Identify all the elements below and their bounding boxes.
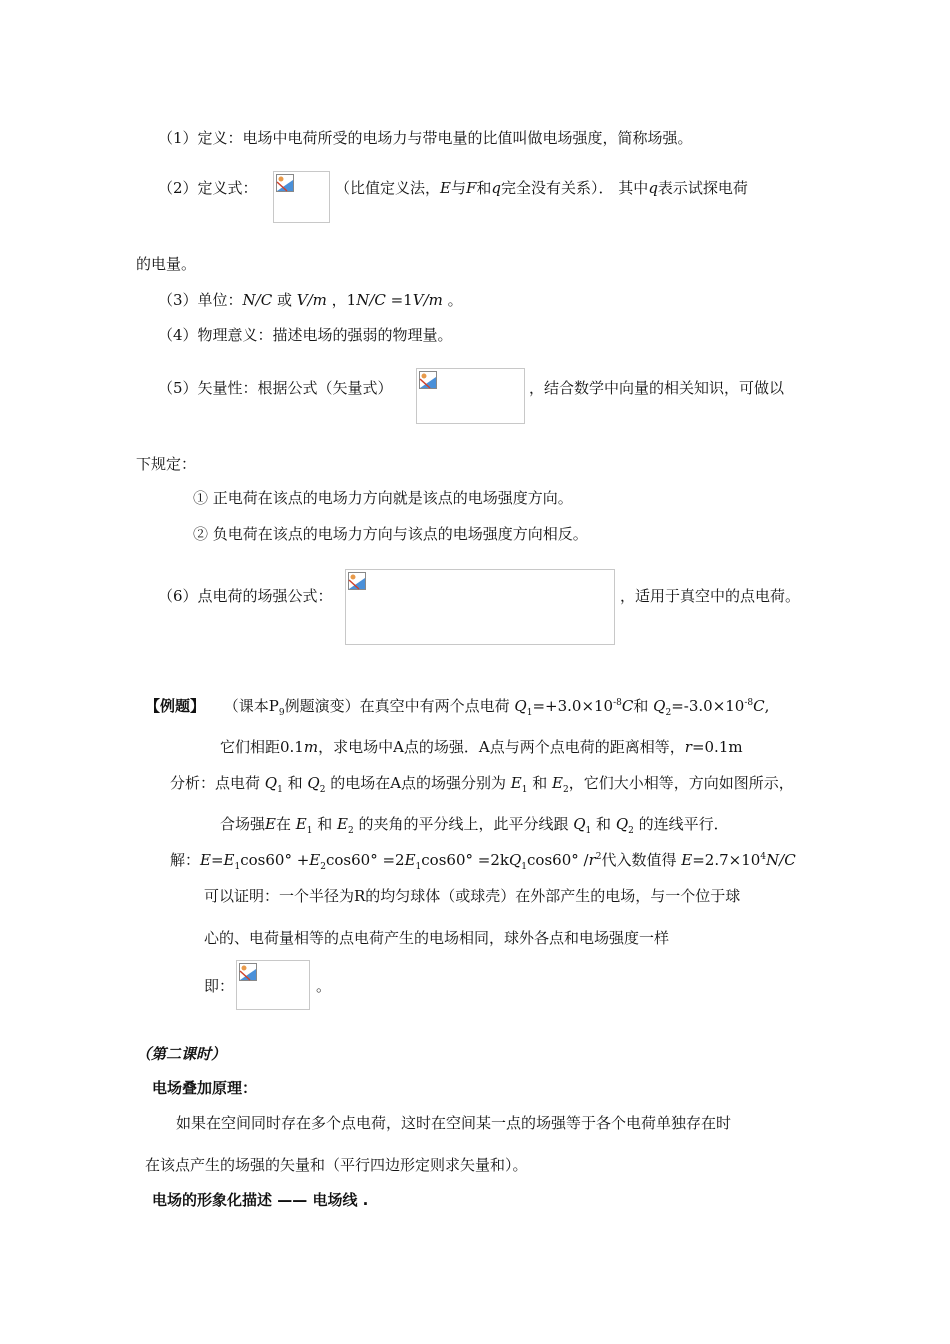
vector-formula-image-placeholder (416, 368, 525, 424)
analysis-line-1: 分析：点电荷 $Q_1$ 和 $Q_2$ 的电场在A点的场强分别为 $E_1$ 和 $E_2$，它们大小相等，方向如图所示， (170, 774, 794, 795)
broken-image-icon (419, 371, 437, 389)
superposition-title: 电场叠加原理： (152, 1079, 258, 1097)
solution-line: 解：$E=E_1\cos 60^\circ +E_2\cos 60^\circ =2E_1\cos 60^\circ =2kQ_1\cos 60^\circ$ $/r^2$代入数值得 $E=2.7\times 10^4N/C$ (170, 851, 796, 872)
broken-image-icon (348, 572, 366, 590)
superposition-line-1: 如果在空间同时存在多个点电荷，这时在空间某一点的场强等于各个电荷单独存在时 (176, 1114, 732, 1132)
proof-line-3: 即： (204, 977, 235, 995)
point-charge-line-tail: ，适用于真空中的点电荷。 (620, 587, 801, 605)
vector-line: （5）矢量性：根据公式（矢量式） (158, 379, 393, 397)
lesson-2-heading: （第二课时） (136, 1045, 227, 1063)
example-line-1: 【例题】 （课本$P_9$例题演变）在真空中有两个点电荷 $Q_1=+3.0\times 10^{-8}C$和 $Q_2=-3.0\times 10^{-8}C$, (145, 697, 770, 718)
broken-image-icon (239, 963, 257, 981)
proof-line-1: 可以证明：一个半径为R的均匀球体（或球壳）在外部产生的电场，与一个位于球 (204, 887, 741, 905)
point-charge-line: （6）点电荷的场强公式： (158, 587, 333, 605)
vector-line-continuation: 下规定： (136, 455, 197, 473)
proof-line-2: 心的、电荷量相等的点电荷产生的电场相同，球外各点和电场强度一样 (204, 929, 670, 947)
unit-line: （3）单位：N/C 或 V/m ，1N/C =1V/m 。 (158, 291, 463, 309)
superposition-line-2: 在该点产生的场强的矢量和（平行四边形定则求矢量和）。 (145, 1156, 528, 1174)
broken-image-icon (276, 174, 294, 192)
rule-2: ② 负电荷在该点的电场力方向与该点的电场强度方向相反。 (193, 525, 588, 543)
physical-meaning-line: （4）物理意义：描述电场的强弱的物理量。 (158, 326, 453, 344)
point-charge-formula-image-placeholder (345, 569, 615, 645)
example-label: 【例题】 (145, 697, 206, 715)
definition-line: （1）定义：电场中电荷所受的电场力与带电量的比值叫做电场强度，简称场强。 (158, 129, 693, 147)
rule-1: ① 正电荷在该点的电场力方向就是该点的电场强度方向。 (193, 489, 573, 507)
formula-note-continuation: 的电量。 (136, 255, 197, 273)
field-line-title: 电场的形象化描述 —— 电场线 . (152, 1191, 369, 1209)
vector-line-tail: ，结合数学中向量的相关知识，可做以 (529, 379, 785, 397)
formula-definition-line: （2）定义式： (158, 179, 258, 197)
proof-line-3-tail: 。 (316, 977, 332, 995)
formula-note-line: （比值定义法，E与F和q完全没有关系）． 其中q表示试探电荷 (335, 179, 748, 197)
analysis-line-2: 合场强E在 $E_1$ 和 $E_2$ 的夹角的平分线上，此平分线跟 $Q_1$ 和 $Q_2$ 的连线平行． (220, 815, 729, 836)
sphere-formula-image-placeholder (236, 960, 310, 1010)
formula-image-placeholder (273, 171, 330, 223)
example-line-2: 它们相距0.1m，求电场中A点的场强．A点与两个点电荷的距离相等，r=0.1m (220, 738, 743, 756)
